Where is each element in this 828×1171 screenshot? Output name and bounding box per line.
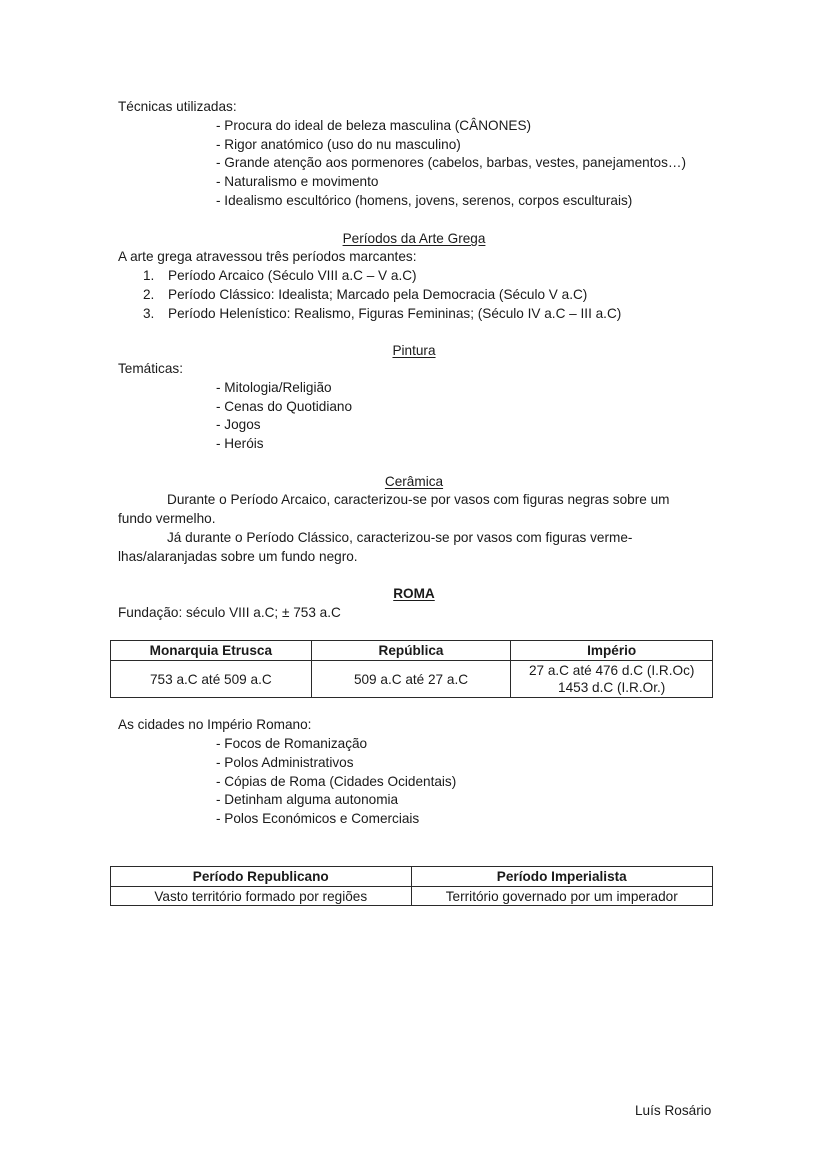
cell-text: 753 a.C até 509 a.C [149,671,272,687]
tecnicas-item: - Procura do ideal de beleza masculina (CÂNONES) [216,118,532,133]
pintura-label: Temáticas: [118,361,183,376]
table-cell: Território governado por um imperador [411,887,713,906]
list-number: 1. [143,268,155,283]
cell-text: 1453 d.C (I.R.Or.) [558,680,666,695]
periodo-list-item [143,267,417,286]
ceramica-paragraph-2-line: lhas/alaranjadas sobre um fundo negro. [118,549,358,564]
cell-text: 509 a.C até 27 a.C [353,671,469,687]
tecnicas-item: - Idealismo escultórico (homens, jovens, serenos, corpos esculturais) [216,193,633,208]
table-cell [111,661,312,698]
table-header-row [111,867,713,887]
table-cell [511,661,713,698]
pintura-item: - Mitologia/Religião [216,380,332,395]
footer-author: Luís Rosário [635,1103,712,1118]
pintura-item: - Heróis [216,436,264,451]
periodo-list-item [143,286,587,305]
roma-comparison-table [110,866,713,906]
section-heading-pintura: Pintura [392,343,436,358]
ceramica-paragraph-1-line: fundo vermelho. [118,511,216,526]
roma-fundacao: Fundação: século VIII a.C; ± 753 a.C [118,605,341,620]
cidades-item: - Cópias de Roma (Cidades Ocidentais) [216,774,457,789]
tecnicas-item: - Grande atenção aos pormenores (cabelos, barbas, vestes, panejamentos…) [216,155,686,170]
table-row [111,661,713,698]
table-row [111,887,713,906]
tecnicas-item: - Rigor anatómico (uso do nu masculino) [216,137,461,152]
roma-periods-table [110,640,713,698]
tecnicas-label: Técnicas utilizadas: [118,99,237,114]
cidades-item: - Polos Económicos e Comerciais [216,811,420,826]
section-heading-roma: ROMA [393,586,435,601]
cidades-item: - Focos de Romanização [216,736,368,751]
table-cell: Vasto território formado por regiões [111,887,412,906]
list-text: Período Clássico: Idealista; Marcado pela Democracia (Século V a.C) [168,287,588,302]
cidades-item: - Polos Administrativos [216,755,354,770]
table-header-cell: Império [511,641,713,661]
section-heading-periodos: Períodos da Arte Grega [342,231,486,246]
table-header-cell: República [311,641,511,661]
cidades-item: - Detinham alguma autonomia [216,792,399,807]
list-text: Período Helenístico: Realismo, Figuras Femininas; (Século IV a.C – III a.C) [168,306,622,321]
table-header-cell: Período Imperialista [411,867,713,887]
pintura-item: - Jogos [216,417,261,432]
list-number: 3. [143,306,155,321]
pintura-item: - Cenas do Quotidiano [216,399,353,414]
list-text: Período Arcaico (Século VIII a.C – V a.C) [168,268,417,283]
periodos-intro: A arte grega atravessou três períodos marcantes: [118,249,417,264]
cell-text: 27 a.C até 476 d.C (I.R.Oc) [528,663,695,678]
ceramica-paragraph-2-line: Já durante o Período Clássico, caracterizou-se por vasos com figuras verme- [167,530,633,545]
table-header-cell: Período Republicano [111,867,412,887]
cidades-label: As cidades no Império Romano: [118,717,312,732]
list-number: 2. [143,287,155,302]
table-header-row [111,641,713,661]
table-cell [311,661,511,698]
tecnicas-item: - Naturalismo e movimento [216,174,379,189]
section-heading-ceramica: Cerâmica [384,474,444,489]
table-header-cell: Monarquia Etrusca [111,641,312,661]
periodo-list-item [143,305,621,324]
ceramica-paragraph-1-line: Durante o Período Arcaico, caracterizou-se por vasos com figuras negras sobre um [167,492,670,507]
